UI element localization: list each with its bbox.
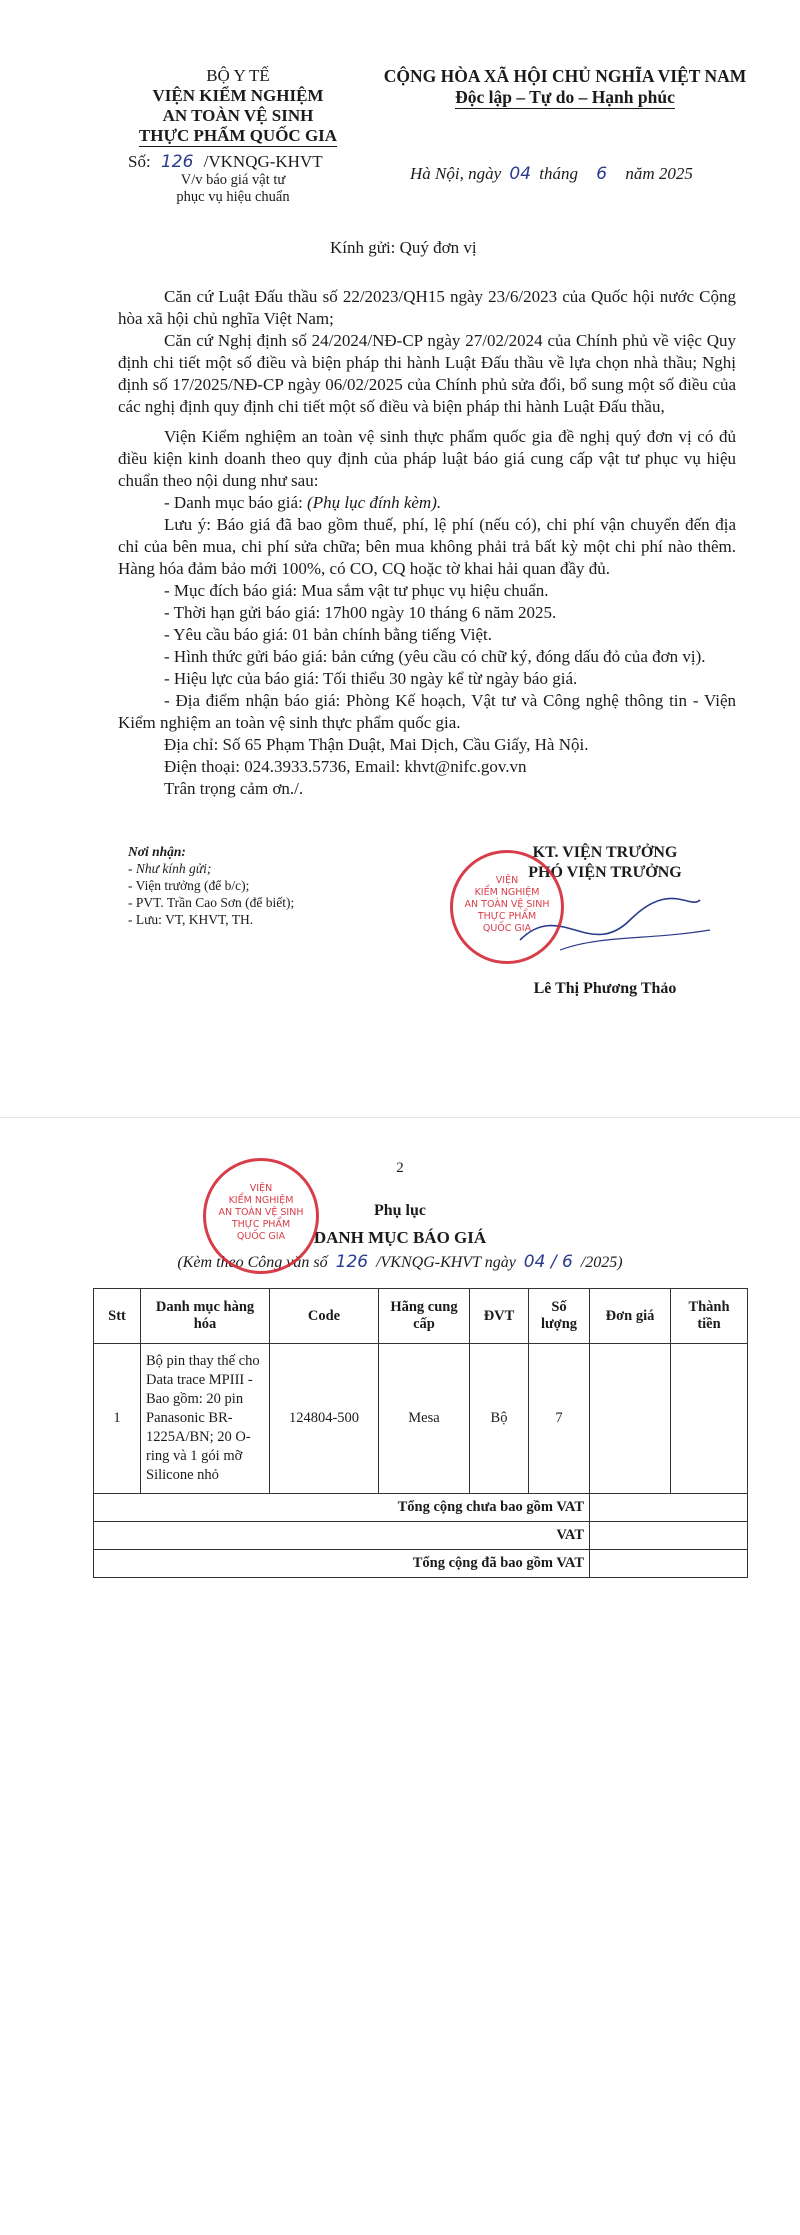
signature-title-2: PHÓ VIỆN TRƯỞNG (528, 864, 682, 881)
cell-unit: Bộ (470, 1344, 529, 1494)
stamp-text: QUỐC GIA (236, 1231, 286, 1242)
closing: Trân trọng cảm ơn./. (164, 779, 304, 798)
bullet-validity: - Hiệu lực của báo giá: Tối thiểu 30 ngày kể từ ngày báo giá. (164, 669, 578, 688)
summary-value (590, 1550, 748, 1578)
so-number: 126 (160, 152, 194, 172)
paragraph-decree: Căn cứ Nghị định số 24/2024/NĐ-CP ngày 27/02/2024 của Chính phủ về việc Quy định chi tiết một số điều và biện pháp thi hành Luật Đấu thầu về lựa chọn nhà thầu; Nghị định số 17/2025/NĐ-CP ngày 06/02/2025 của Chính phủ sửa đổi, bổ sung một số điều của các nghị định quy định chi tiết một số điều và biện pháp thi hành Luật Đấu thầu, (118, 331, 736, 416)
summary-row (94, 1522, 748, 1550)
recipient-item: - Như kính gửi; (128, 861, 212, 876)
stamp-text: THỰC PHẨM (231, 1219, 291, 1230)
date-line (410, 164, 693, 184)
summary-label: Tổng cộng chưa bao gồm VAT (94, 1494, 590, 1522)
subject-block (128, 172, 338, 206)
ref-prefix: (Kèm theo Công văn số (177, 1254, 328, 1271)
col-header-brand: Hãng cung cấp (379, 1289, 470, 1344)
page-2 (0, 1118, 800, 2235)
appendix-label: Phụ lục (373, 1202, 426, 1219)
table-row (94, 1344, 748, 1494)
stamp-text: AN TOÀN VỆ SINH (464, 899, 550, 910)
stamp-text: KIỂM NGHIỆM (474, 887, 540, 898)
bullet-purpose: - Mục đích báo giá: Mua sắm vật tư phục vụ hiệu chuẩn. (164, 581, 549, 600)
date-month-label: tháng (539, 164, 579, 183)
col-header-stt: Stt (94, 1289, 141, 1344)
ref-date: 04 / 6 (523, 1252, 573, 1272)
signer-name: Lê Thị Phương Thảo (533, 980, 677, 997)
appendix-reference (0, 1252, 800, 1272)
signature-title-1: KT. VIỆN TRƯỞNG (532, 844, 678, 861)
paragraph-request: Viện Kiểm nghiệm an toàn vệ sinh thực phẩm quốc gia đề nghị quý đơn vị có đủ điều kiện kinh doanh theo quy định của pháp luật báo giá cung cấp vật tư phục vụ hiệu chuẩn theo nội dung như sau: (118, 427, 736, 490)
ref-suffix: /2025) (580, 1254, 623, 1271)
page-number: 2 (396, 1160, 404, 1176)
bullet-deadline: - Thời hạn gửi báo giá: 17h00 ngày 10 tháng 6 năm 2025. (164, 603, 557, 622)
cell-stt: 1 (94, 1344, 141, 1494)
subject-line-2: phục vụ hiệu chuẩn (176, 189, 290, 205)
nation-block (360, 66, 770, 109)
address: Địa chỉ: Số 65 Phạm Thận Duật, Mai Dịch, Cầu Giấy, Hà Nội. (164, 735, 589, 754)
ministry-name: BỘ Y TẾ (206, 66, 270, 85)
ref-middle: /VKNQG-KHVT ngày (376, 1254, 516, 1271)
document-number (128, 152, 323, 172)
appendix-title: DANH MỤC BÁO GIÁ (313, 1228, 487, 1247)
cell-price (590, 1344, 671, 1494)
list-value: (Phụ lục đính kèm). (307, 493, 442, 512)
date-month: 6 (596, 164, 608, 184)
cell-code: 124804-500 (270, 1344, 379, 1494)
summary-label: VAT (94, 1522, 590, 1550)
date-day: 04 (509, 164, 532, 184)
recipient-item: - Viện trưởng (để b/c); (128, 878, 250, 893)
note: Lưu ý: Báo giá đã bao gồm thuế, phí, lệ phí (nếu có), chi phí vận chuyển đến địa chỉ của bên mua, chi phí sửa chữa; bên mua không phải trả bất kỳ một chi phí nào thêm. Hàng hóa đảm bảo mới 100%, có CO, CQ hoặc tờ khai hải quan đầy đủ. (118, 515, 736, 578)
nation-name: CỘNG HÒA XÃ HỘI CHỦ NGHĨA VIỆT NAM (383, 66, 747, 86)
greeting: Kính gửi: Quý đơn vị (330, 238, 477, 257)
quotation-table (93, 1288, 748, 1578)
summary-value (590, 1494, 748, 1522)
stamp-text: AN TOÀN VỆ SINH (218, 1207, 304, 1218)
so-suffix: /VKNQG-KHVT (203, 152, 323, 171)
contact: Điện thoại: 024.3933.5736, Email: khvt@nifc.gov.vn (164, 757, 527, 776)
so-label: Số: (128, 152, 151, 171)
col-header-price: Đơn giá (590, 1289, 671, 1344)
stamp-text: QUỐC GIA (482, 923, 532, 934)
stamp-text: VIỆN (495, 875, 519, 886)
summary-row (94, 1494, 748, 1522)
col-header-unit: ĐVT (470, 1289, 529, 1344)
cell-qty: 7 (529, 1344, 590, 1494)
institute-name-3: THỰC PHẨM QUỐC GIA (138, 126, 338, 145)
col-header-total: Thành tiền (671, 1289, 748, 1344)
summary-row (94, 1550, 748, 1578)
institute-name-2: AN TOÀN VỆ SINH (162, 106, 314, 125)
recipients-title: Nơi nhận: (128, 844, 186, 859)
cell-item: Bộ pin thay thế cho Data trace MPIII - Bao gồm: 20 pin Panasonic BR-1225A/BN; 20 O-ring và 1 gói mỡ Silicone nhỏ (141, 1344, 270, 1494)
cell-total (671, 1344, 748, 1494)
body-section (118, 286, 736, 800)
list-label: - Danh mục báo giá: (164, 493, 303, 512)
paragraph-law: Căn cứ Luật Đấu thầu số 22/2023/QH15 ngày 23/6/2023 của Quốc hội nước Cộng hòa xã hội chủ nghĩa Việt Nam; (118, 287, 736, 328)
official-stamp (203, 1158, 319, 1274)
ref-number: 126 (335, 1252, 369, 1272)
col-header-code: Code (270, 1289, 379, 1344)
cell-brand: Mesa (379, 1344, 470, 1494)
bullet-requirement: - Yêu cầu báo giá: 01 bản chính bằng tiếng Việt. (164, 625, 493, 644)
recipient-item: - Lưu: VT, KHVT, TH. (128, 912, 254, 927)
summary-value (590, 1522, 748, 1550)
recipient-item: - PVT. Trần Cao Sơn (để biết); (128, 895, 295, 910)
issuer-block (118, 66, 358, 147)
recipients-block (128, 843, 294, 928)
date-prefix: Hà Nội, ngày (410, 164, 502, 183)
summary-label: Tổng cộng đã bao gồm VAT (94, 1550, 590, 1578)
motto: Độc lập – Tự do – Hạnh phúc (455, 87, 675, 107)
list-line (118, 492, 736, 514)
bullet-format: - Hình thức gửi báo giá: bản cứng (yêu cầu có chữ ký, đóng dấu đỏ của đơn vị). (164, 647, 706, 666)
subject-line-1: V/v báo giá vật tư (180, 172, 286, 188)
stamp-text: VIỆN (249, 1183, 273, 1194)
col-header-item: Danh mục hàng hóa (141, 1289, 270, 1344)
institute-name-1: VIỆN KIỂM NGHIỆM (152, 86, 324, 105)
delivery-location: - Địa điểm nhận báo giá: Phòng Kế hoạch, Vật tư và Công nghệ thông tin - Viện Kiểm nghiệm an toàn vệ sinh thực phẩm quốc gia. (118, 691, 736, 732)
date-year: năm 2025 (625, 164, 693, 183)
stamp-text: KIỂM NGHIỆM (228, 1195, 294, 1206)
table-header-row (94, 1289, 748, 1344)
stamp-text: THỰC PHẨM (477, 911, 537, 922)
col-header-qty: Số lượng (529, 1289, 590, 1344)
official-stamp (450, 850, 564, 964)
